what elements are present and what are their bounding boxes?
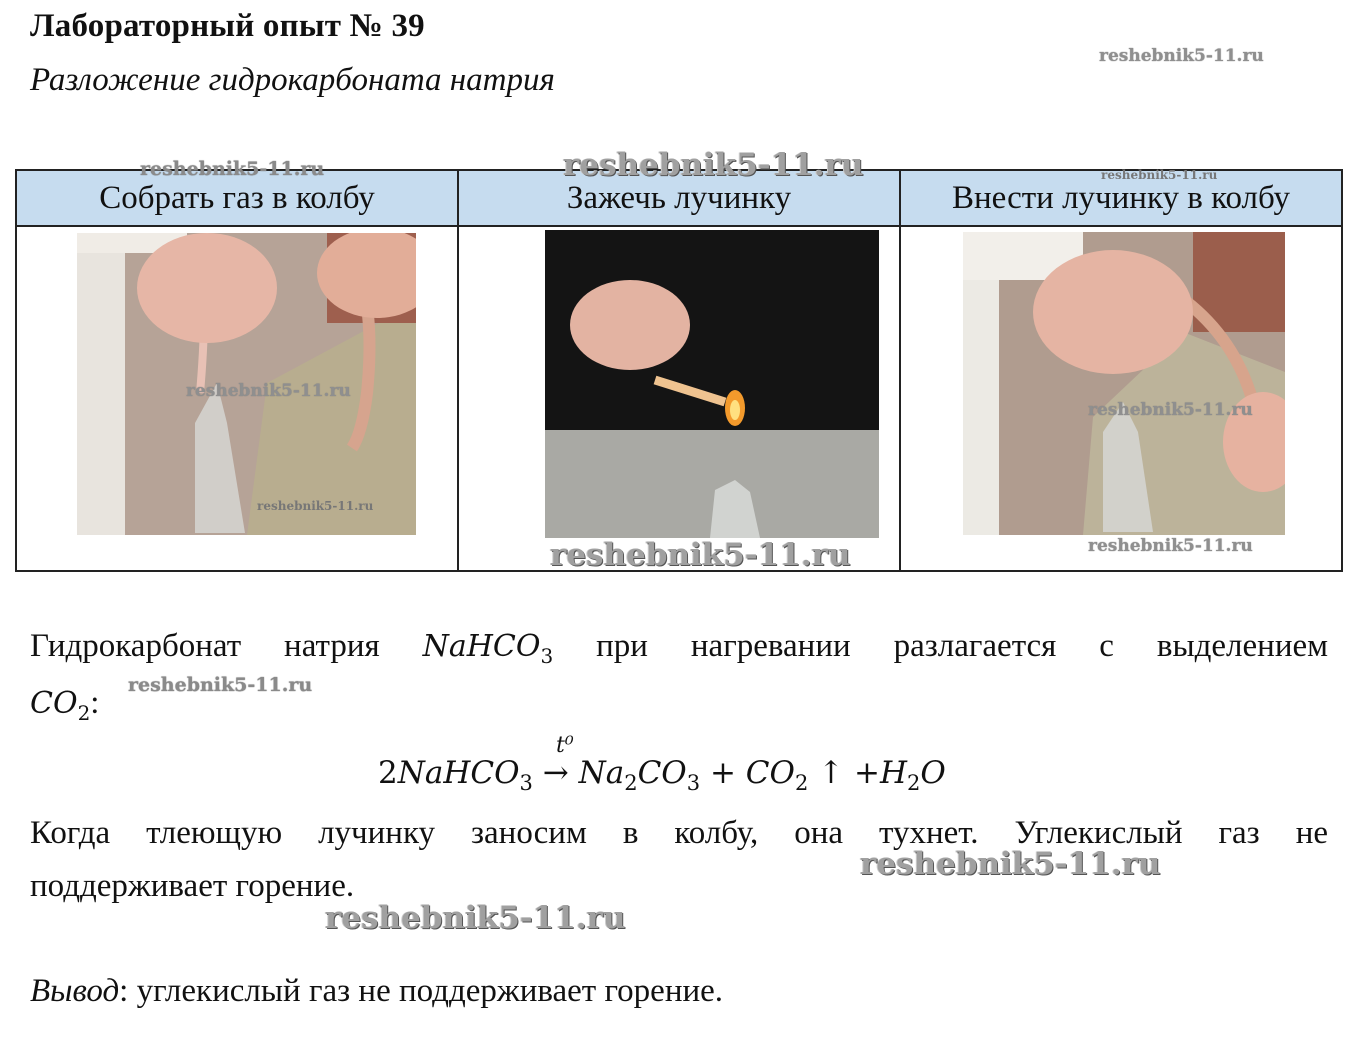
- plus-sign: +: [854, 755, 880, 791]
- paragraph-text: при нагревании разлагается с выделением: [596, 628, 1329, 664]
- paragraph-observation-line2: поддерживает горение.: [30, 868, 355, 904]
- watermark: reshebnik5-11.ru: [550, 537, 851, 573]
- subscript: 2: [624, 771, 638, 796]
- watermark: reshebnik5-11.ru: [1099, 46, 1264, 66]
- conclusion-label: Вывод: [30, 973, 120, 1009]
- watermark: reshebnik5-11.ru: [563, 147, 864, 183]
- subscript: 3: [519, 771, 533, 796]
- reaction-arrow: →: [542, 755, 569, 791]
- formula-co2: [30, 686, 91, 725]
- table-cell: [900, 226, 1342, 571]
- formula-text: NaHCO: [422, 629, 541, 664]
- watermark: reshebnik5-11.ru: [128, 674, 313, 696]
- product: Na: [578, 755, 625, 791]
- product: H: [880, 755, 908, 791]
- product: CO: [637, 755, 687, 791]
- watermark: reshebnik5-11.ru: [325, 900, 626, 936]
- reactant: NaHCO: [397, 755, 520, 791]
- subscript: 2: [794, 771, 809, 796]
- subscript: 3: [686, 771, 701, 796]
- table-header-cell: Внести лучинку в колбу: [900, 170, 1342, 226]
- page-title: Лабораторный опыт № 39: [30, 8, 425, 44]
- plus-sign: +: [709, 755, 736, 791]
- gas-arrow-icon: ↑: [818, 755, 845, 791]
- conclusion-text: : углекислый газ не поддерживает горение.: [119, 973, 724, 1009]
- watermark: reshebnik5-11.ru: [860, 846, 1161, 882]
- reaction-condition: t⁰: [556, 733, 574, 758]
- paragraph-decomposition: [30, 623, 1328, 680]
- formula-nahco3: [422, 629, 554, 668]
- watermark: reshebnik5-11.ru: [1088, 400, 1253, 420]
- lighting-splint-photo: [545, 230, 879, 538]
- table-header-cell: Собрать газ в колбу: [16, 170, 458, 226]
- watermark: reshebnik5-11.ru: [1088, 536, 1253, 556]
- table-header-cell: Зажечь лучинку: [458, 170, 900, 226]
- conclusion: [30, 973, 723, 1010]
- splint-into-flask-photo: [963, 232, 1285, 535]
- formula-subscript: 3: [540, 644, 554, 668]
- formula-text: CO: [30, 686, 78, 721]
- reaction-equation: [378, 755, 946, 795]
- page-subtitle: Разложение гидрокарбоната натрия: [30, 62, 555, 98]
- paragraph-text: Гидрокарбонат натрия: [30, 628, 380, 664]
- watermark: reshebnik5-11.ru: [140, 158, 325, 180]
- formula-subscript: 2: [77, 701, 91, 725]
- subscript: 2: [907, 771, 921, 796]
- product: CO: [745, 755, 795, 791]
- watermark: reshebnik5-11.ru: [186, 381, 351, 401]
- watermark: reshebnik5-11.ru: [1101, 168, 1218, 182]
- product: O: [920, 755, 946, 791]
- paragraph-observation-line1: Когда тлеющую лучинку заносим в колбу, она тухнет. Углекислый газ не: [30, 815, 1328, 851]
- table-cell: [458, 226, 900, 571]
- watermark: reshebnik5-11.ru: [257, 499, 374, 513]
- punctuation: :: [90, 685, 100, 721]
- coefficient: 2: [378, 755, 398, 791]
- steps-table: [15, 169, 1343, 572]
